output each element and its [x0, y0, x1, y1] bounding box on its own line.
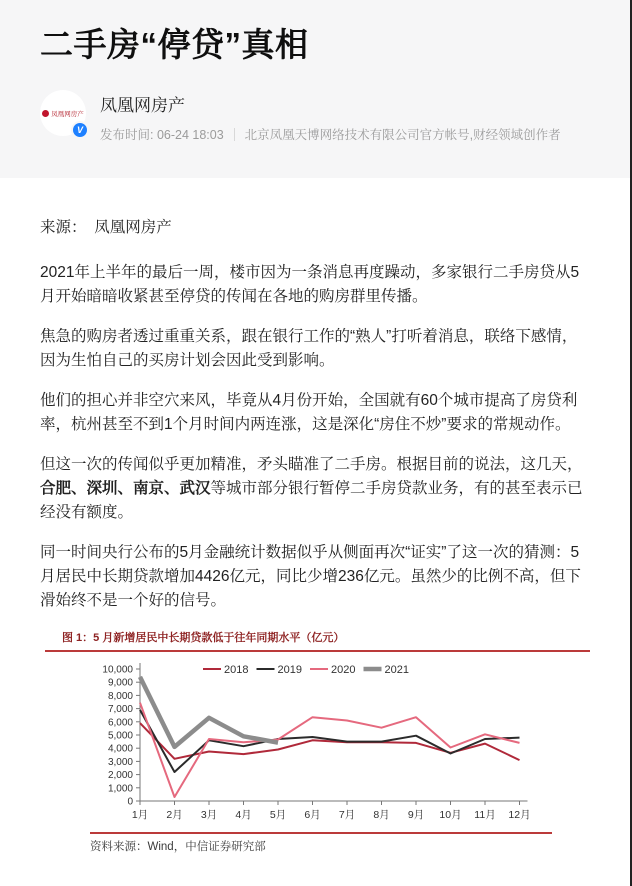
publisher-info: 北京凤凰天博网络技术有限公司官方帐号,财经领域创作者: [244, 128, 561, 142]
paragraph-text: 他们的担心并非空穴来风，毕竟从4月份开始，全国就有60个城市提高了房贷利率，杭州甚至不到1个月时间内两连涨，这是深化“房住不炒”要求的常规动作。: [40, 392, 578, 433]
loan-chart-svg: [45, 654, 590, 826]
x-tick-label: 11月: [474, 809, 496, 821]
paragraph-text: 但这一次的传闻似乎更加精准，矛头瞄准了二手房。根据目前的说法，这几天，: [40, 456, 583, 473]
article-paragraph: [40, 541, 592, 613]
legend-label-2018: 2018: [224, 664, 249, 676]
y-tick-label: 2,000: [107, 770, 133, 782]
y-tick-label: 4,000: [107, 743, 133, 755]
legend-label-2019: 2019: [277, 664, 302, 676]
meta-divider: [234, 128, 235, 141]
article-paragraph: [40, 389, 592, 437]
x-tick-label: 6月: [304, 809, 321, 821]
phoenix-logo-icon: [42, 110, 49, 117]
y-tick-label: 3,000: [107, 756, 133, 768]
x-tick-label: 1月: [131, 809, 149, 821]
avatar-logo-text: 凤凰网房产: [51, 110, 84, 118]
paragraph-bold-text: 合肥、深圳、南京、武汉: [40, 480, 211, 497]
y-tick-label: 5,000: [107, 730, 133, 742]
publish-time: 发布时间: 06-24 18:03: [100, 128, 224, 142]
paragraph-text: 焦急的购房者透过重重关系，跟在银行工作的“熟人”打听着消息，联络下感情，因为生怕自己的买房计划会因此受到影响。: [40, 328, 578, 369]
article-body: [0, 178, 632, 854]
paragraph-text: 同一时间央行公布的5月金融统计数据似乎从侧面再次“证实”了这一次的猜测：5月居民中长期贷款增加4426亿元，同比少增236亿元。虽然少的比例不高，但下滑始终不是一个好的信号。: [40, 544, 581, 609]
article-paragraph: [40, 261, 592, 309]
x-tick-label: 10月: [439, 809, 462, 821]
y-tick-label: 9,000: [107, 677, 133, 689]
publish-meta: [100, 125, 561, 143]
paragraph-list: [40, 216, 592, 613]
y-tick-label: 10,000: [102, 664, 133, 676]
legend-label-2020: 2020: [331, 664, 356, 676]
paragraph-text: 来源： 凤凰网房产: [40, 219, 172, 236]
series-line-2021: [140, 677, 278, 747]
x-tick-label: 2月: [166, 809, 183, 821]
y-tick-label: 8,000: [107, 690, 133, 702]
y-tick-label: 7,000: [107, 704, 133, 716]
article-header: [0, 0, 632, 178]
page-title: 二手房“停贷”真相: [40, 26, 309, 63]
x-tick-label: 8月: [373, 809, 390, 821]
x-tick-label: 3月: [200, 809, 218, 821]
x-tick-label: 4月: [235, 809, 252, 821]
verified-badge-icon: V: [71, 121, 89, 139]
paragraph-text: 等城市部分银行暂停二手房贷款业务，有的甚至表示已经没有额度。: [40, 480, 583, 521]
chart-source: 资料来源：Wind，中信证券研究部: [90, 841, 266, 853]
chart-title: 图 1：5 月新增居民中长期贷款低于往年同期水平（亿元）: [45, 629, 590, 652]
avatar[interactable]: [40, 90, 86, 136]
author-row: [40, 90, 592, 143]
y-tick-label: 0: [127, 796, 133, 808]
x-tick-label: 7月: [338, 809, 356, 821]
author-name[interactable]: 凤凰网房产: [100, 96, 185, 115]
x-tick-label: 9月: [407, 809, 425, 821]
legend-label-2021: 2021: [384, 664, 409, 676]
author-info: [100, 90, 561, 143]
y-tick-label: 6,000: [107, 717, 133, 729]
article-paragraph: [40, 453, 592, 525]
x-tick-label: 12月: [508, 809, 531, 821]
paragraph-text: 2021年上半年的最后一周，楼市因为一条消息再度躁动，多家银行二手房贷从5月开始暗暗收紧甚至停贷的传闻在各地的购房群里传播。: [40, 264, 580, 305]
x-tick-label: 5月: [269, 809, 287, 821]
article-paragraph: [40, 216, 592, 240]
article-paragraph: [40, 325, 592, 373]
y-tick-label: 1,000: [107, 783, 133, 795]
loan-chart-figure: [45, 629, 590, 854]
